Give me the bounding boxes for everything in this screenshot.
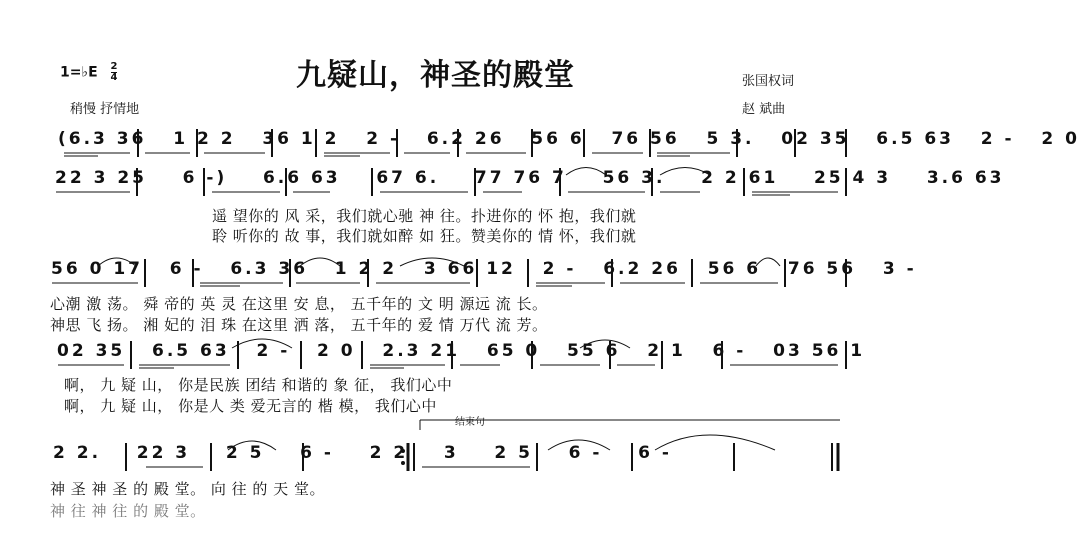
lyrics-line: 遥 望你的 风 采，我们就心驰 神 往。扑进你的 怀 抱，我们就 <box>212 207 637 225</box>
tempo-marking: 稍慢 抒情地 <box>70 102 140 117</box>
measure: 2 1 <box>647 341 686 361</box>
key-label: 1=♭E <box>60 64 98 81</box>
measure: 36 1 2 <box>262 129 340 149</box>
score-system-1 <box>58 129 1080 149</box>
measure: 3 <box>443 443 459 463</box>
measure: 77 76 7 <box>474 168 567 188</box>
lyrics-line: 啊， 九 疑 山， 你是人 类 爱无言的 楷 模， 我们心中 <box>64 397 437 415</box>
measure: 2 5 <box>225 443 265 463</box>
measure: 6.3 36 <box>230 259 309 279</box>
measure: 65 0 <box>486 341 541 361</box>
measure: 2 2 61 <box>701 168 779 188</box>
lyrics-line: 神 圣 神 圣 的 殿 堂。 向 往 的 天 堂。 <box>50 480 325 498</box>
measure: 22 3 <box>136 443 191 463</box>
measure: 3 - <box>882 259 917 279</box>
score-system-5 <box>53 443 672 463</box>
measure: 2 - <box>366 129 401 149</box>
measure: 5 3. <box>706 129 755 149</box>
measure: 6.5 63 <box>152 341 230 361</box>
measure: 6.2 26 <box>426 129 505 149</box>
score-system-4 <box>57 341 865 361</box>
measure: 6.5 63 <box>876 129 954 149</box>
measure: 6 -) <box>182 168 228 188</box>
measure: 3.6 63 <box>926 168 1005 188</box>
measure: 2 2 <box>369 443 409 463</box>
measure: 6 - <box>568 443 603 463</box>
measure: 56 6 <box>707 259 762 279</box>
measure: 2 - <box>980 129 1015 149</box>
lyrics-line: 神思 飞 扬。 湘 妃的 泪 珠 在这里 洒 落， 五千年的 爱 情 万代 流 芳。 <box>50 316 548 334</box>
score-system-3 <box>51 259 917 279</box>
composer-credit: 赵 斌曲 <box>742 102 786 117</box>
measure: 56 0 17 <box>51 259 143 279</box>
measure: 2 5 <box>494 443 533 463</box>
measure: 6.2 26 <box>603 259 681 279</box>
measure: 56 6 <box>531 129 585 149</box>
measure: 2 0 <box>317 341 356 361</box>
measure: 2 - <box>256 341 291 361</box>
measure: 02 35 <box>781 129 850 149</box>
lyricist-credit: 张国权词 <box>742 74 795 89</box>
measure: 02 35 <box>57 341 126 361</box>
measure: 55 6 <box>567 341 621 361</box>
ending-label: 结束句 <box>455 417 485 428</box>
measure: 1 2 2 <box>334 259 398 279</box>
lyrics-line: 啊， 九 疑 山， 你是民族 团结 和谐的 象 征， 我们心中 <box>64 376 453 394</box>
measure: 56 3. <box>602 168 666 188</box>
measure: 67 6. <box>376 168 440 188</box>
measure: 6 - <box>300 443 334 463</box>
measure: 76 56 <box>787 259 857 279</box>
measure: 2 - <box>542 259 577 279</box>
measure: 1 2 2 <box>173 129 236 149</box>
lyrics-line: 心潮 激 荡。 舜 帝的 英 灵 在这里 安 息， 五千年的 文 明 源远 流 长。 <box>50 295 548 313</box>
measure: 03 56 1 <box>773 341 866 361</box>
lyrics-line: 神 往 神 往 的 殿 堂。 <box>50 502 206 520</box>
measure: 22 3 25 <box>55 168 147 188</box>
measure: 6 - <box>638 443 672 463</box>
measure: 3 66 12 <box>423 259 516 279</box>
time-signature-top: 2 <box>110 61 118 72</box>
measure: (6.3 36 <box>58 129 147 149</box>
measure: 2 2. <box>53 443 102 463</box>
time-signature-bottom: 4 <box>110 72 118 83</box>
measure: 6.6 63 <box>262 168 341 188</box>
measure: 6 - <box>712 341 747 361</box>
measure: 76 56 <box>611 129 680 149</box>
measure: 2.3 21 <box>382 341 461 361</box>
song-title: 九疑山，神圣的殿堂 <box>296 58 575 93</box>
measure: 25 4 3 <box>813 168 892 188</box>
score-system-2 <box>55 168 1005 188</box>
measure: 2 0 <box>1041 129 1080 149</box>
lyrics-line: 聆 听你的 故 事，我们就如醉 如 狂。赞美你的 情 怀，我们就 <box>212 227 637 245</box>
measure: 6 - <box>169 259 204 279</box>
